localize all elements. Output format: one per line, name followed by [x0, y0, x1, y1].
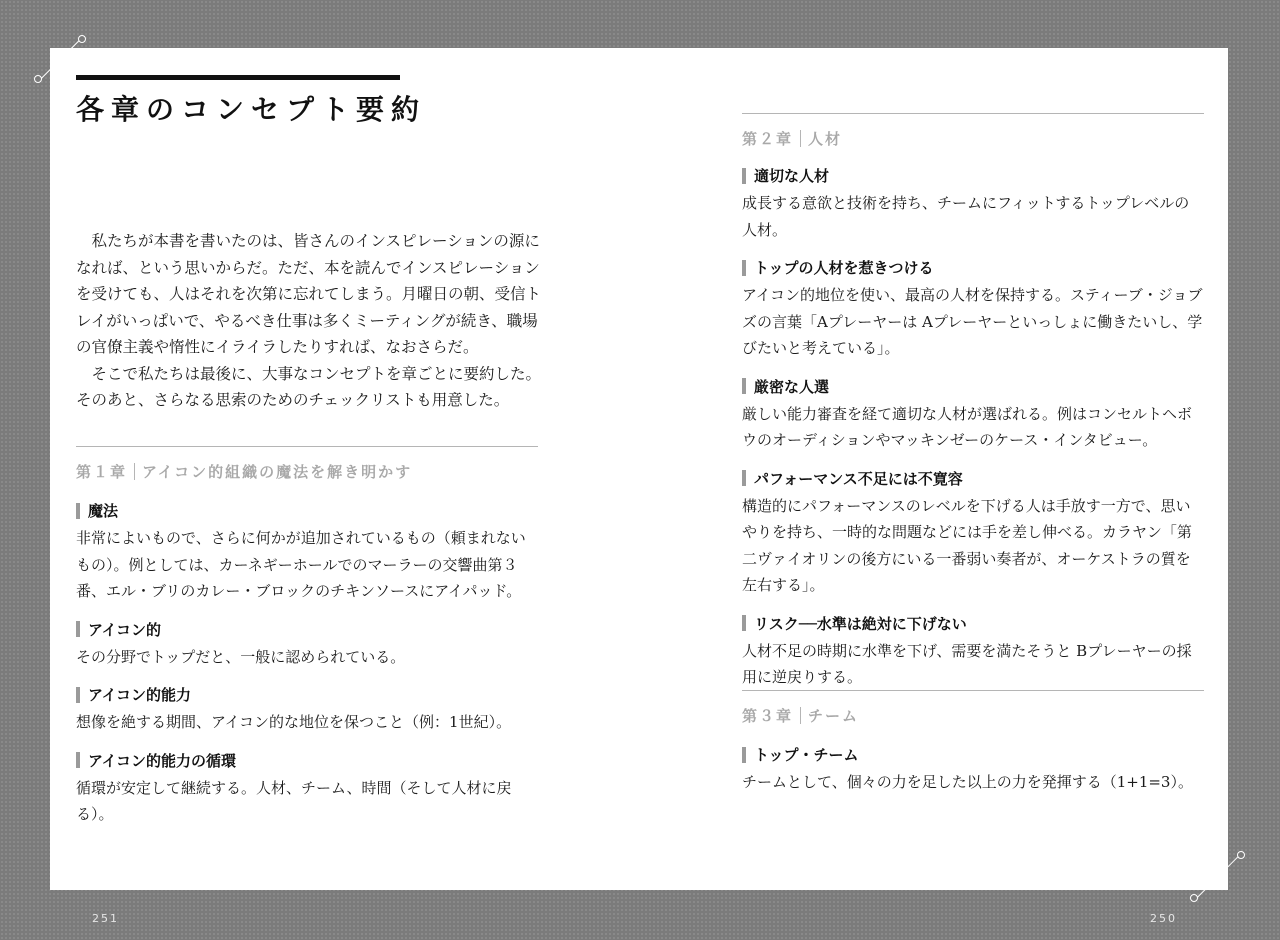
- chapter-3-number: 第３章: [742, 707, 794, 725]
- term-heading: [742, 165, 1204, 186]
- chapter-divider: [134, 463, 135, 480]
- term-name: トップの人材を惹きつける: [754, 259, 934, 277]
- chapter-1-title: アイコン的組織の魔法を解き明かす: [142, 463, 413, 481]
- term-description: 人材不足の時期に水準を下げ、需要を満たそうと Bプレーヤーの採用に逆戻りする。: [742, 641, 1192, 686]
- term-marker-bar: [742, 260, 746, 276]
- term-heading: [76, 750, 538, 771]
- chapter-3-heading: [742, 705, 1204, 726]
- corner-dot-top-left-b: [78, 35, 86, 43]
- term-marker-bar: [742, 747, 746, 763]
- term-name: トップ・チーム: [754, 746, 859, 764]
- chapter-divider: [800, 130, 801, 147]
- chapter-2-title: 人材: [808, 130, 843, 148]
- page-title: 各章のコンセプト要約: [76, 93, 427, 126]
- term-description: その分野でトップだと、一般に認められている。: [76, 647, 406, 666]
- term-name: アイコン的能力: [88, 686, 192, 704]
- term-marker-bar: [76, 752, 80, 768]
- term-marker-bar: [76, 621, 80, 637]
- term-entry: [76, 750, 538, 828]
- term-entry: [742, 468, 1204, 599]
- term-entry: [76, 684, 538, 736]
- term-description: 構造的にパフォーマンスのレベルを下げる人は手放す一方で、思いやりを持ち、一時的な問題などには手を差し伸べる。カラヤン「第二ヴァイオリンの後方にいる一番弱い奏者が、オーケストラの質を左右する」。: [742, 496, 1192, 594]
- page-number-right: 250: [1150, 912, 1177, 925]
- corner-dot-bottom-right-a: [1190, 894, 1198, 902]
- chapter-2-heading: [742, 128, 1204, 149]
- intro-text: [76, 228, 546, 414]
- term-heading: [742, 376, 1204, 397]
- term-description: 想像を絶する期間、アイコン的な地位を保つこと（例：1世紀）。: [76, 713, 512, 731]
- intro-paragraph-1: 私たちが本書を書いたのは、皆さんのインスピレーションの源になれば、という思いからだ。ただ、本を読んでインスピレーションを受けても、人はそれを次第に忘れてしまう。月曜日の朝、受信トレイがいっぱいで、やるべき仕事は多くミーティングが続き、職場の官僚主義や惰性にイライラしたりすれば、なおさらだ。: [76, 232, 542, 356]
- term-description: 厳しい能力審査を経て適切な人材が選ばれる。例はコンセルトヘボウのオーディションやマッキンゼーのケース・インタビュー。: [742, 404, 1193, 449]
- chapter-1-number: 第１章: [76, 463, 128, 481]
- term-marker-bar: [76, 687, 80, 703]
- term-marker-bar: [742, 378, 746, 394]
- chapter-2-rule: [742, 113, 1204, 114]
- term-description: 成長する意欲と技術を持ち、チームにフィットするトップレベルの人材。: [742, 194, 1190, 239]
- term-entry: [742, 257, 1204, 362]
- term-name: アイコン的能力の循環: [88, 751, 237, 770]
- term-heading: [76, 500, 538, 521]
- term-heading: [742, 613, 1204, 634]
- term-marker-bar: [742, 615, 746, 631]
- term-heading: [742, 257, 1204, 278]
- corner-dot-bottom-right-b: [1237, 851, 1245, 859]
- term-entry: [742, 613, 1204, 691]
- term-entry: [742, 376, 1204, 454]
- term-name: 厳密な人選: [754, 377, 830, 396]
- term-heading: [742, 744, 1204, 765]
- chapter-3-section: [742, 690, 1204, 796]
- chapter-3-rule: [742, 690, 1204, 691]
- term-heading: [76, 619, 538, 640]
- chapter-3-title: チーム: [808, 707, 860, 725]
- term-description: 循環が安定して継続する。人材、チーム、時間（そして人材に戻る）。: [76, 778, 512, 823]
- term-entry: [76, 500, 538, 605]
- chapter-1-rule: [76, 446, 538, 447]
- term-entry: [742, 744, 1204, 796]
- term-name: 適切な人材: [754, 167, 830, 185]
- term-description: 非常によいもので、さらに何かが追加されているもの（頼まれないもの）。例としては、カーネギーホールでのマーラーの交響曲第３番、エル・ブリのカレー・ブロックのチキンソースにアイパッド。: [76, 529, 526, 600]
- term-description: チームとして、個々の力を足した以上の力を発揮する（1+1=3）。: [742, 773, 1193, 791]
- term-entry: [742, 165, 1204, 243]
- title-rule: [76, 75, 400, 80]
- term-heading: [76, 684, 538, 705]
- term-name: パフォーマンス不足には不寛容: [754, 469, 963, 488]
- term-marker-bar: [742, 168, 746, 184]
- intro-paragraph-2: そこで私たちは最後に、大事なコンセプトを章ごとに要約した。そのあと、さらなる思索のためのチェックリストも用意した。: [76, 364, 542, 409]
- term-description: アイコン的地位を使い、最高の人材を保持する。スティーブ・ジョブズの言葉「Aプレーヤーは Aプレーヤーといっしょに働きたいし、学びたいと考えている」。: [742, 286, 1203, 357]
- chapter-2-section: [742, 113, 1204, 691]
- page-number-left: 251: [92, 912, 119, 925]
- term-marker-bar: [76, 503, 80, 519]
- term-marker-bar: [742, 470, 746, 486]
- chapter-1-section: [76, 446, 538, 828]
- term-entry: [76, 619, 538, 671]
- corner-dot-top-left-a: [34, 75, 42, 83]
- chapter-divider: [800, 707, 801, 724]
- term-name: リスク──水準は絶対に下げない: [754, 614, 967, 633]
- term-name: 魔法: [88, 502, 119, 520]
- chapter-2-number: 第２章: [742, 130, 794, 148]
- chapter-1-heading: [76, 461, 538, 482]
- term-name: アイコン的: [88, 620, 162, 639]
- term-heading: [742, 468, 1204, 489]
